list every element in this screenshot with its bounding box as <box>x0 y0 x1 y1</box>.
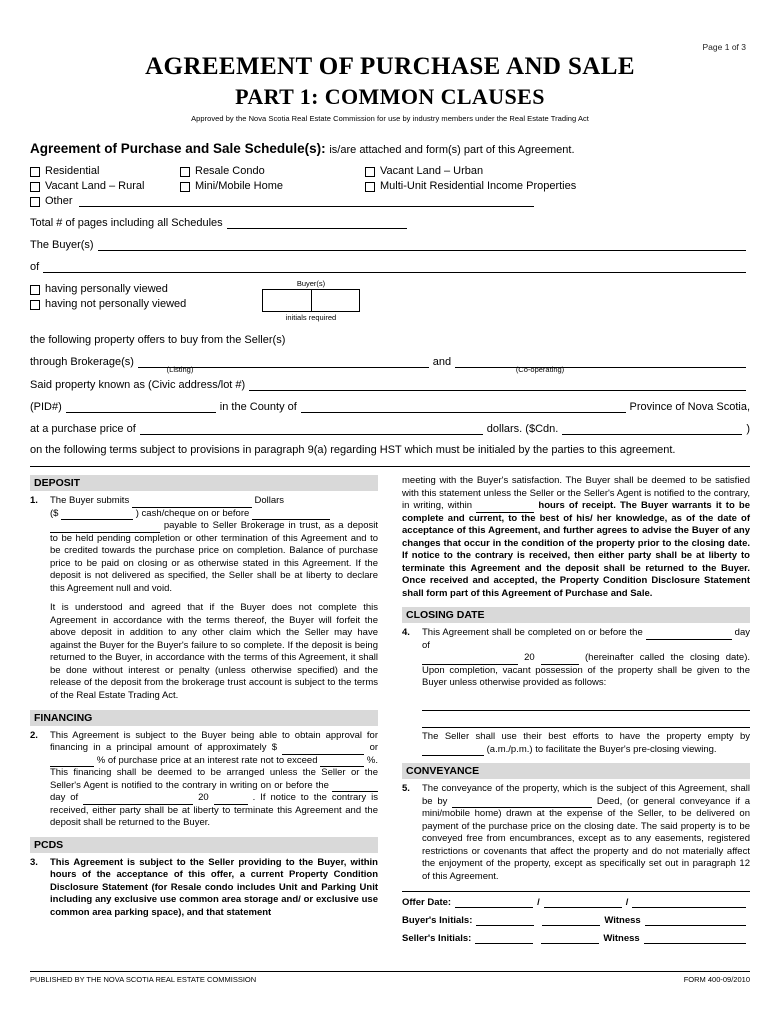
initials-cell-2[interactable] <box>311 290 360 311</box>
closing-empty-clause <box>422 731 750 756</box>
checkbox-box-icon[interactable] <box>30 300 40 310</box>
total-pages-input[interactable] <box>227 216 407 229</box>
closing-text-e: The Seller shall use their best efforts to have the property empty by <box>422 730 750 742</box>
and-label: and <box>432 356 452 368</box>
section-heading-financing: FINANCING <box>30 710 378 726</box>
closing-text-b: day of <box>422 627 750 651</box>
closing-year-input[interactable] <box>541 655 579 665</box>
sellers-initials-row <box>402 932 750 944</box>
viewed-and-initials <box>30 279 750 325</box>
clause-5-conveyance <box>402 783 750 883</box>
witness-label-2: Witness <box>603 933 640 945</box>
deposit-paragraph-2: It is understood and agreed that if the Buyer does not complete this Agreement in accordance with the terms thereof, the Buyer will forfeit the above deposit in addition to any other claim which the Seller may have against the Buyer for the Buyer's failure to so complete. If the deposit is being returned to the Buyer, in accordance with the terms of this Agreement, it shall be done without interest or penalty (unless otherwise specified) and the release of the deposit from the brokerage trust account is subject to the terms of the Real Estate Trading Act. <box>50 602 378 701</box>
financing-text-b: or <box>369 742 379 754</box>
checkbox-box-icon[interactable] <box>180 167 190 177</box>
offer-date-year-input[interactable] <box>632 896 746 908</box>
offers-label: the following property offers to buy from the Seller(s) <box>30 334 286 346</box>
buyers-row <box>30 238 750 251</box>
offer-date-month-input[interactable] <box>544 896 622 908</box>
clause-number: 3. <box>30 856 38 868</box>
price-amount-input[interactable] <box>562 422 742 435</box>
checkbox-box-icon[interactable] <box>30 182 40 192</box>
date-slash-2: / <box>625 897 629 909</box>
financing-day-input[interactable] <box>332 782 378 792</box>
page-footer <box>30 971 750 984</box>
pcds-continued <box>402 475 750 600</box>
closing-text-a: This Agreement shall be completed on or before the <box>422 627 643 639</box>
civic-address-input[interactable] <box>249 378 746 391</box>
clause-number: 4. <box>402 627 410 639</box>
witness-input-2[interactable] <box>644 932 746 944</box>
checkbox-box-icon[interactable] <box>30 285 40 295</box>
financing-rate-input[interactable] <box>320 757 364 767</box>
province-label: Province of Nova Scotia, <box>629 401 750 413</box>
clause-3-pcds <box>30 857 378 920</box>
right-column <box>390 475 750 950</box>
county-input[interactable] <box>301 400 626 413</box>
checkbox-label: Multi-Unit Residential Income Properties <box>380 180 577 192</box>
checkbox-box-icon[interactable] <box>180 182 190 192</box>
viewed-options <box>30 283 186 313</box>
financing-text-a: This Agreement is subject to the Buyer being able to obtain approval for financing in a principal amount of approximately $ <box>50 729 378 754</box>
closing-text-f: (a.m./p.m.) to facilitate the Buyer's pre-closing viewing. <box>486 743 717 755</box>
financing-text-d: %. This financing shall be deemed to be arranged unless the Seller or the Seller's Agent is notified to the contrary in writing on or before the <box>50 754 379 791</box>
deposit-text-b: Dollars <box>254 495 285 506</box>
section-heading-conveyance: CONVEYANCE <box>402 763 750 779</box>
page-title: AGREEMENT OF PURCHASE AND SALE <box>145 53 635 80</box>
two-column-body <box>30 475 750 950</box>
checkbox-personally-viewed[interactable] <box>30 283 186 295</box>
checkbox-vacant-land-urban[interactable] <box>365 165 483 177</box>
closing-month-input[interactable] <box>422 655 518 665</box>
of-label: of <box>30 261 40 273</box>
county-label: in the County of <box>219 401 297 413</box>
closing-text-d: (hereinafter called the closing date). Upon completion, vacant possession of the property shall be given to the Buyer unless otherwise provided as follows: <box>422 652 751 689</box>
witness-label-1: Witness <box>604 915 641 927</box>
witness-input-1[interactable] <box>645 914 746 926</box>
civic-address-row <box>30 378 750 391</box>
initials-caption-top: Buyer(s) <box>296 279 326 288</box>
sellers-initials-label: Seller's Initials: <box>402 933 472 945</box>
total-pages-label: Total # of pages including all Schedules <box>30 217 223 229</box>
financing-text-e: day of <box>50 792 79 804</box>
page-subtitle: PART 1: COMMON CLAUSES <box>235 83 545 109</box>
close-paren: ) <box>746 423 750 435</box>
checkbox-box-icon[interactable] <box>30 197 40 207</box>
clause-body <box>50 730 378 830</box>
checkbox-label: Vacant Land – Urban <box>380 165 484 177</box>
conveyance-deed-input[interactable] <box>452 798 592 808</box>
clause-1-deposit <box>30 495 378 595</box>
checkbox-box-icon[interactable] <box>365 182 375 192</box>
pcds-cont-text-b: hours of receipt. The Buyer warrants it to be complete and current, to the best of his/ her knowledge, as of the date of acceptance of this Agreement, and further agrees to advise the Buyer of any changes that occur in the condition of the property prior to the closing date. If notice to the contrary is received, then either party shall be at liberty to terminate this Agreement and the deposit shall be returned to the Buyer. Once received and accepted, the Property Condition Disclosure Statement shall form part of this Agreement of Purchase and Sale. <box>402 500 751 599</box>
divider <box>30 466 750 467</box>
conveyance-text-a: The conveyance of the property, which is the subject of this Agreement, shall be by <box>422 783 750 807</box>
brokerage-captions <box>30 365 750 374</box>
clause-2-financing <box>30 730 378 830</box>
checkbox-label: Mini/Mobile Home <box>195 180 284 192</box>
checkbox-resale-condo[interactable] <box>180 165 365 177</box>
clause-number: 5. <box>402 783 410 795</box>
clause-number: 2. <box>30 729 38 741</box>
listing-caption: (Listing) <box>166 365 194 374</box>
buyers-initials-label: Buyer's Initials: <box>402 915 473 927</box>
other-input[interactable] <box>79 195 534 207</box>
checkbox-vacant-land-rural[interactable] <box>30 180 180 192</box>
clause-body: This Agreement is subject to the Seller providing to the Buyer, within hours of the acceptance of this offer, a current Property Condition Disclosure Statement (for Resale condo includes Unit and Parking Unit including any exclusive use common area storage and/ or exclusive use common area parking space), and that statement <box>50 856 378 918</box>
pid-row <box>30 400 750 413</box>
price-label: at a purchase price of <box>30 423 136 435</box>
footer-publisher: PUBLISHED BY THE NOVA SCOTIA REAL ESTATE COMMISSION <box>30 975 257 984</box>
clause-body <box>50 495 378 595</box>
closing-possession-line-2[interactable] <box>422 714 750 728</box>
pcds-cont-text-a: meeting with the Buyer's satisfaction. The Buyer shall be deemed to be satisfied with this statement unless the Seller or the Seller's Agent is notified to the contrary, in writing, within <box>402 475 750 512</box>
of-input[interactable] <box>43 260 746 273</box>
left-column <box>30 475 390 950</box>
of-row <box>30 260 750 273</box>
seller-initial-input-2[interactable] <box>541 932 599 944</box>
property-type-checkboxes <box>30 165 750 207</box>
clause-4-closing <box>402 627 750 690</box>
brokerage-label: through Brokerage(s) <box>30 356 134 368</box>
pid-input[interactable] <box>66 400 216 413</box>
title-block <box>30 52 750 123</box>
pid-label: (PID#) <box>30 401 62 413</box>
checkbox-label: having not personally viewed <box>45 298 187 310</box>
conveyance-text-b: Deed, (or general conveyance if a mini/mobile home) drawn at the expense of the Seller, to be delivered on payment of the purchase price on the closing date. The said property is to be conveyed free from encumbrances, except as to any easements, registered restrictions or covenants that affect the property and do not materially affect the enjoyment of the property, except as specifically set out in paragraph 12 of this Agreement. <box>422 795 750 882</box>
checkbox-box-icon[interactable] <box>30 167 40 177</box>
deposit-text-c: ($ <box>50 507 59 519</box>
financing-percent-input[interactable] <box>50 757 94 767</box>
signature-block <box>402 891 750 944</box>
checkbox-not-personally-viewed[interactable] <box>30 298 186 310</box>
deposit-amount-words-input[interactable] <box>132 498 252 508</box>
deposit-amount-input[interactable] <box>61 510 133 520</box>
closing-empty-time-input[interactable] <box>422 746 484 756</box>
financing-amount-input[interactable] <box>282 745 364 755</box>
section-heading-closing-date: CLOSING DATE <box>402 607 750 623</box>
deposit-text-d: ) cash/cheque on or before <box>135 507 250 519</box>
closing-day-input[interactable] <box>646 630 732 640</box>
date-slash-1: / <box>537 897 540 909</box>
clause-body <box>422 783 750 883</box>
offer-date-label: Offer Date: <box>402 897 452 909</box>
checkbox-label: Vacant Land – Rural <box>45 180 145 192</box>
section-heading-deposit: DEPOSIT <box>30 475 378 491</box>
initials-cell-1[interactable] <box>263 290 311 311</box>
buyers-initials-row <box>402 914 750 926</box>
section-heading-pcds: PCDS <box>30 837 378 853</box>
buyer-initial-input-2[interactable] <box>542 914 600 926</box>
cooperating-caption: (Co-operating) <box>515 365 565 374</box>
checkbox-mini-mobile-home[interactable] <box>180 180 365 192</box>
checkbox-multi-unit[interactable] <box>365 180 576 192</box>
hst-terms: on the following terms subject to provisions in paragraph 9(a) regarding HST which must be initialed by the parties to this agreement. <box>30 444 676 456</box>
financing-text-c: % of purchase price at an interest rate not to exceed <box>96 754 318 766</box>
approval-note: Approved by the Nova Scotia Real Estate Commission for use by industry members under the Real Estate Trading Act <box>191 114 589 123</box>
buyer-initial-input-1[interactable] <box>476 914 534 926</box>
dollars-label: dollars. ($Cdn. <box>486 423 559 435</box>
initials-caption-bottom: initials required <box>285 313 337 322</box>
closing-text-c: 20 <box>524 652 535 664</box>
buyers-input[interactable] <box>98 238 746 251</box>
checkbox-box-icon[interactable] <box>365 167 375 177</box>
footer-form-number: FORM 400-09/2010 <box>683 975 750 984</box>
deposit-text-a: The Buyer submits <box>50 495 130 506</box>
checkbox-label: Other <box>45 195 73 207</box>
offer-date-day-input[interactable] <box>455 896 533 908</box>
pcds-hours-input[interactable] <box>476 503 534 513</box>
schedule-heading-label: Agreement of Purchase and Sale Schedule(s): <box>30 141 326 156</box>
financing-text-g: . If notice to the contrary is received, either party shall be at liberty to terminate this Agreement and the deposit shall be returned to the Buyer. <box>50 792 379 829</box>
checkbox-label: Resale Condo <box>195 165 265 177</box>
seller-initial-input-1[interactable] <box>475 932 533 944</box>
deposit-extra-input[interactable] <box>50 523 160 533</box>
clause-number: 1. <box>30 495 38 506</box>
checkbox-other[interactable] <box>30 195 750 207</box>
schedule-heading-rest: is/are attached and form(s) part of this Agreement. <box>329 144 575 156</box>
buyer-initials-box <box>262 279 360 322</box>
schedule-heading <box>30 141 750 156</box>
checkbox-residential[interactable] <box>30 165 180 177</box>
closing-possession-line-1[interactable] <box>422 697 750 711</box>
civic-address-label: Said property known as (Civic address/lot #) <box>30 379 246 391</box>
checkbox-label: having personally viewed <box>45 283 168 295</box>
price-row <box>30 422 750 435</box>
initials-cells[interactable] <box>262 289 360 312</box>
checkbox-label: Residential <box>45 165 100 177</box>
price-words-input[interactable] <box>140 422 483 435</box>
clause-body <box>422 627 750 690</box>
deposit-date-input[interactable] <box>252 510 330 520</box>
buyers-label: The Buyer(s) <box>30 239 94 251</box>
financing-year-input[interactable] <box>214 795 248 805</box>
deposit-text-e: payable to Seller Brokerage in trust, as a deposit to be held pending completion or other termination of this Agreement and to be credited towards the purchase price on completion. Balance of purchase price to be paid on closing or as otherwise stated in this Agreement. If the deposit is not delivered as specified, the Seller shall be at liberty to declare this Agreement null and void. <box>50 520 378 594</box>
total-pages-row <box>30 216 750 229</box>
financing-month-input[interactable] <box>83 795 193 805</box>
financing-text-f: 20 <box>198 792 209 804</box>
offer-date-row <box>402 896 750 908</box>
page-number: Page 1 of 3 <box>702 42 746 52</box>
